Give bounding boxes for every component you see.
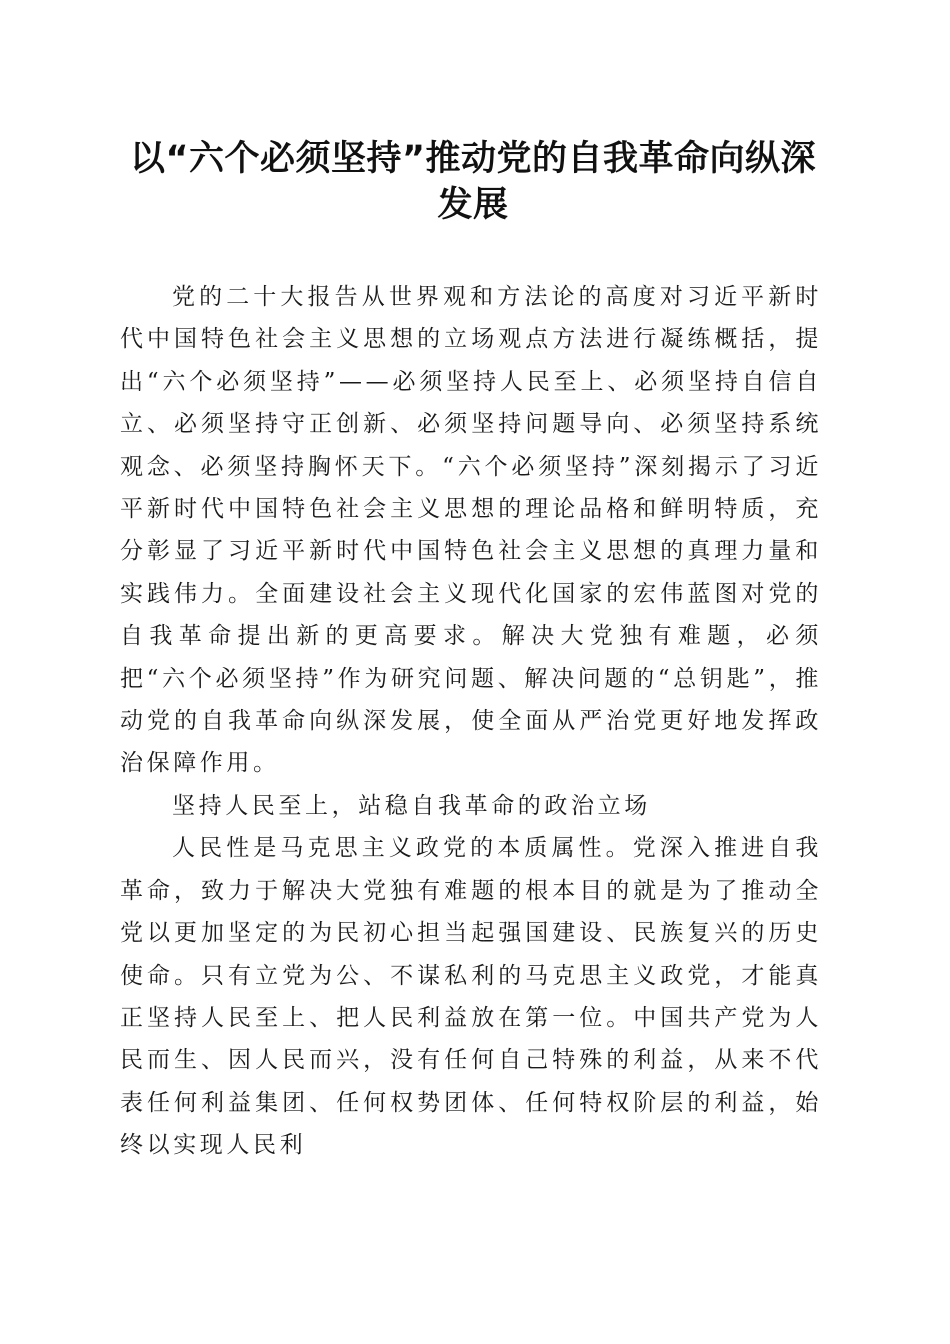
document-title: 以“六个必须坚持”推动党的自我革命向纵深发展	[129, 139, 816, 225]
section-heading: 坚持人民至上，站稳自我革命的政治立场	[172, 792, 651, 819]
document-body	[120, 276, 822, 1167]
section-paragraph: 人民性是马克思主义政党的本质属性。党深入推进自我革命，致力于解决大党独有难题的根本目的就是为了推动全党以更加坚定的为民初心担当起强国建设、民族复兴的历史使命。只有立党为公、不谋私利的马克思主义政党，才能真正坚持人民至上、把人民利益放在第一位。中国共产党为人民而生、因人民而兴，没有任何自己特殊的利益，从来不代表任何利益集团、任何权势团体、任何特权阶层的利益，始终以实现人民利	[120, 835, 822, 1159]
intro-paragraph: 党的二十大报告从世界观和方法论的高度对习近平新时代中国特色社会主义思想的立场观点方法进行凝练概括，提出“六个必须坚持”——必须坚持人民至上、必须坚持自信自立、必须坚持守正创新、必须坚持问题导向、必须坚持系统观念、必须坚持胸怀天下。“六个必须坚持”深刻揭示了习近平新时代中国特色社会主义思想的理论品格和鲜明特质，充分彰显了习近平新时代中国特色社会主义思想的真理力量和实践伟力。全面建设社会主义现代化国家的宏伟蓝图对党的自我革命提出新的更高要求。解决大党独有难题，必须把“六个必须坚持”作为研究问题、解决问题的“总钥匙”，推动党的自我革命向纵深发展，使全面从严治党更好地发挥政治保障作用。	[120, 284, 822, 777]
